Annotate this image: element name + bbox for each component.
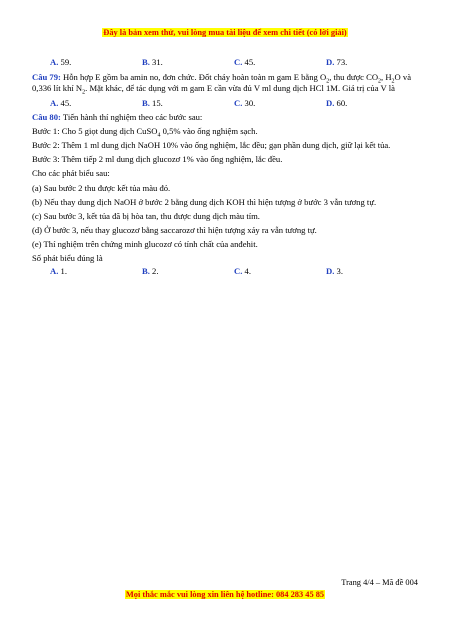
q80-option-b: B. 2. bbox=[142, 265, 159, 276]
q80-prompt: Cho các phát biểu sau: bbox=[32, 168, 110, 179]
hotline-text: Mọi thắc mắc vui lòng xin liên hệ hotline: 084 283 45 85 bbox=[125, 590, 325, 599]
q79-options bbox=[50, 98, 420, 109]
q80-option-d: D. 3. bbox=[326, 265, 343, 276]
page-number: Trang 4/4 – Mã đề 004 bbox=[341, 578, 418, 587]
q80-step-3: Bước 3: Thêm tiếp 2 ml dung dịch glucozơ 1% vào ống nghiệm, lắc đều. bbox=[32, 154, 283, 165]
hotline-footer bbox=[0, 590, 450, 601]
q80-label: Câu 80: bbox=[32, 111, 61, 122]
q78-option-c: C. 45. bbox=[234, 57, 256, 67]
q80-options bbox=[50, 266, 420, 277]
q80-option-a: A. 1. bbox=[50, 265, 67, 276]
q78-option-d: D. 73. bbox=[326, 57, 348, 67]
q80-step-2: Bước 2: Thêm 1 ml dung dịch NaOH 10% vào ống nghiệm, lắc đều; gạn phần dung dịch, giữ lại kết tủa. bbox=[32, 140, 391, 151]
q79-label: Câu 79: bbox=[32, 72, 61, 83]
q80-statement-c: (c) Sau bước 3, kết tủa đã bị hòa tan, thu được dung dịch màu tím. bbox=[32, 210, 260, 221]
preview-banner bbox=[0, 28, 450, 39]
q80-stem: Câu 80: Tiến hành thí nghiệm theo các bước sau: bbox=[32, 111, 203, 122]
q80-statement-a: (a) Sau bước 2 thu được kết tủa màu đỏ. bbox=[32, 182, 171, 193]
exam-content bbox=[32, 57, 420, 277]
q80-statement-e: (e) Thí nghiệm trên chứng minh glucozơ có tính chất của anđehit. bbox=[32, 239, 258, 250]
q80-step-1: Bước 1: Cho 5 giọt dung dịch CuSO$_4$ 0,5% vào ống nghiệm sạch. bbox=[32, 125, 258, 139]
q79-option-a: A. 45. bbox=[50, 97, 72, 108]
preview-banner-text: Đây là bản xem thử, vui lòng mua tài liệu để xem chi tiết (có lời giải) bbox=[103, 28, 347, 37]
q79-option-c: C. 30. bbox=[234, 97, 256, 108]
q79-option-d: D. 60. bbox=[326, 97, 348, 108]
q79-stem: Câu 79: Hỗn hợp E gồm ba amin no, đơn chức. Đốt cháy hoàn toàn m gam E bằng $O_2$, thu được $CO_2$, $H_2O$ và 0,336 lít khí $N_2$. Mặt khác, để tác dụng với m gam E cần vừa đủ V ml dung dịch HCl 1M. Giá trị của V là bbox=[32, 72, 412, 97]
q80-statement-b: (b) Nếu thay dung dịch NaOH ở bước 2 bằng dung dịch KOH thì hiện tượng ở bước 3 vẫn tương tự. bbox=[32, 196, 377, 207]
q78-options bbox=[50, 57, 420, 68]
q80-question: Số phát biểu đúng là bbox=[32, 253, 103, 264]
q78-option-b: B. 31. bbox=[142, 57, 163, 67]
q79-option-b: B. 15. bbox=[142, 97, 163, 108]
q78-option-a: A. 59. bbox=[50, 57, 72, 67]
q80-statement-d: (d) Ở bước 3, nếu thay glucozơ bằng saccarozơ thì hiện tượng xảy ra vẫn tương tự. bbox=[32, 225, 317, 236]
q80-option-c: C. 4. bbox=[234, 265, 251, 276]
